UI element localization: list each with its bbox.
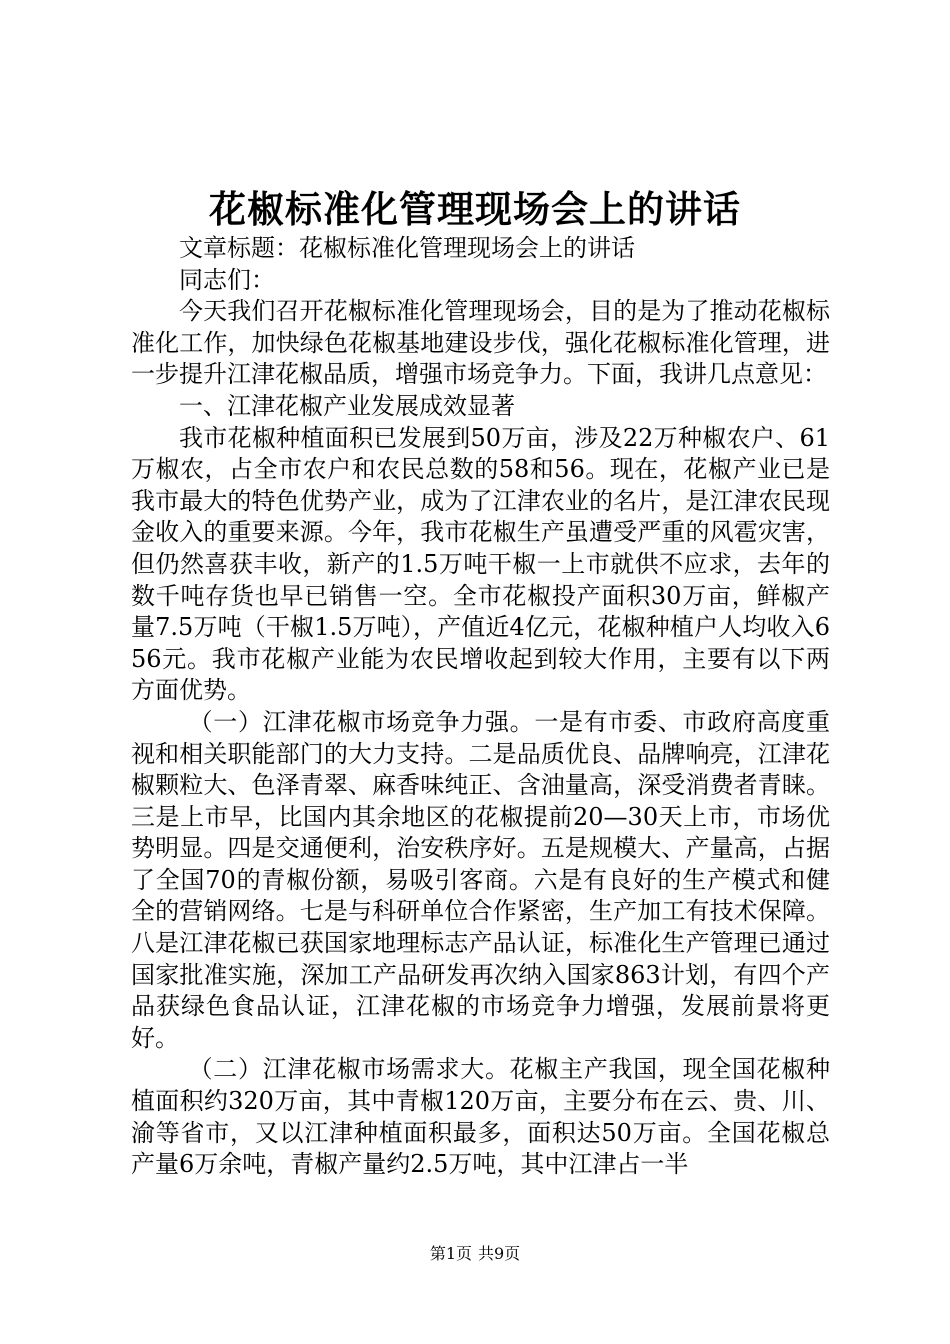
paragraph-overview: 我市花椒种植面积已发展到50万亩，涉及22万种椒农户、61万椒农，占全市农户和农民总数的58和56。现在，花椒产业已是我市最大的特色优势产业，成为了江津农业的名片，是江津农民现金收入的重要来源。今年，我市花椒生产虽遭受严重的风雹灾害，但仍然喜获丰收，新产的1.5万吨干椒一上市就供不应求，去年的数千吨存货也早已销售一空。全市花椒投产面积30万亩，鲜椒产量7.5万吨（干椒1.5万吨），产值近4亿元，花椒种植户人均收入656元。我市花椒产业能为农民增收起到较大作用，主要有以下两方面优势。 (131, 423, 830, 705)
section-heading: 一、江津花椒产业发展成效显著 (179, 391, 515, 420)
document-body (131, 233, 830, 1181)
article-title-line: 文章标题：花椒标准化管理现场会上的讲话 (179, 234, 635, 262)
document-title: 花椒标准化管理现场会上的讲话 (209, 187, 741, 231)
paragraph-demand: （二）江津花椒市场需求大。花椒主产我国，现全国花椒种植面积约320万亩，其中青椒120万亩，主要分布在云、贵、川、渝等省市，又以江津种植面积最多，面积达50万亩。全国花椒总产量6万余吨，青椒产量约2.5万吨，其中江津占一半 (131, 1055, 830, 1179)
page-footer (0, 1243, 950, 1265)
paragraph-intro: 今天我们召开花椒标准化管理现场会，目的是为了推动花椒标准化工作，加快绿色花椒基地建设步伐，强化花椒标准化管理，进一步提升江津花椒品质，增强市场竞争力。下面，我讲几点意见： (131, 297, 830, 389)
salutation: 同志们： (179, 265, 275, 294)
page-number: 第1页 (429, 1244, 472, 1263)
paragraph-competitiveness: （一）江津花椒市场竞争力强。一是有市委、市政府高度重视和相关职能部门的大力支持。二是品质优良、品牌响亮，江津花椒颗粒大、色泽青翠、麻香味纯正、含油量高，深受消费者青睐。三是上市早，比国内其余地区的花椒提前20—30天上市，市场优势明显。四是交通便利，治安秩序好。五是规模大、产量高，占据了全国70的青椒份额，易吸引客商。六是有良好的生产模式和健全的营销网络。七是与科研单位合作紧密，生产加工有技术保障。八是江津花椒已获国家地理标志产品认证，标准化生产管理已通过国家批准实施，深加工产品研发再次纳入国家863计划，有四个产品获绿色食品认证，江津花椒的市场竞争力增强，发展前景将更好。 (131, 707, 830, 1052)
page-total: 共9页 (478, 1244, 521, 1263)
